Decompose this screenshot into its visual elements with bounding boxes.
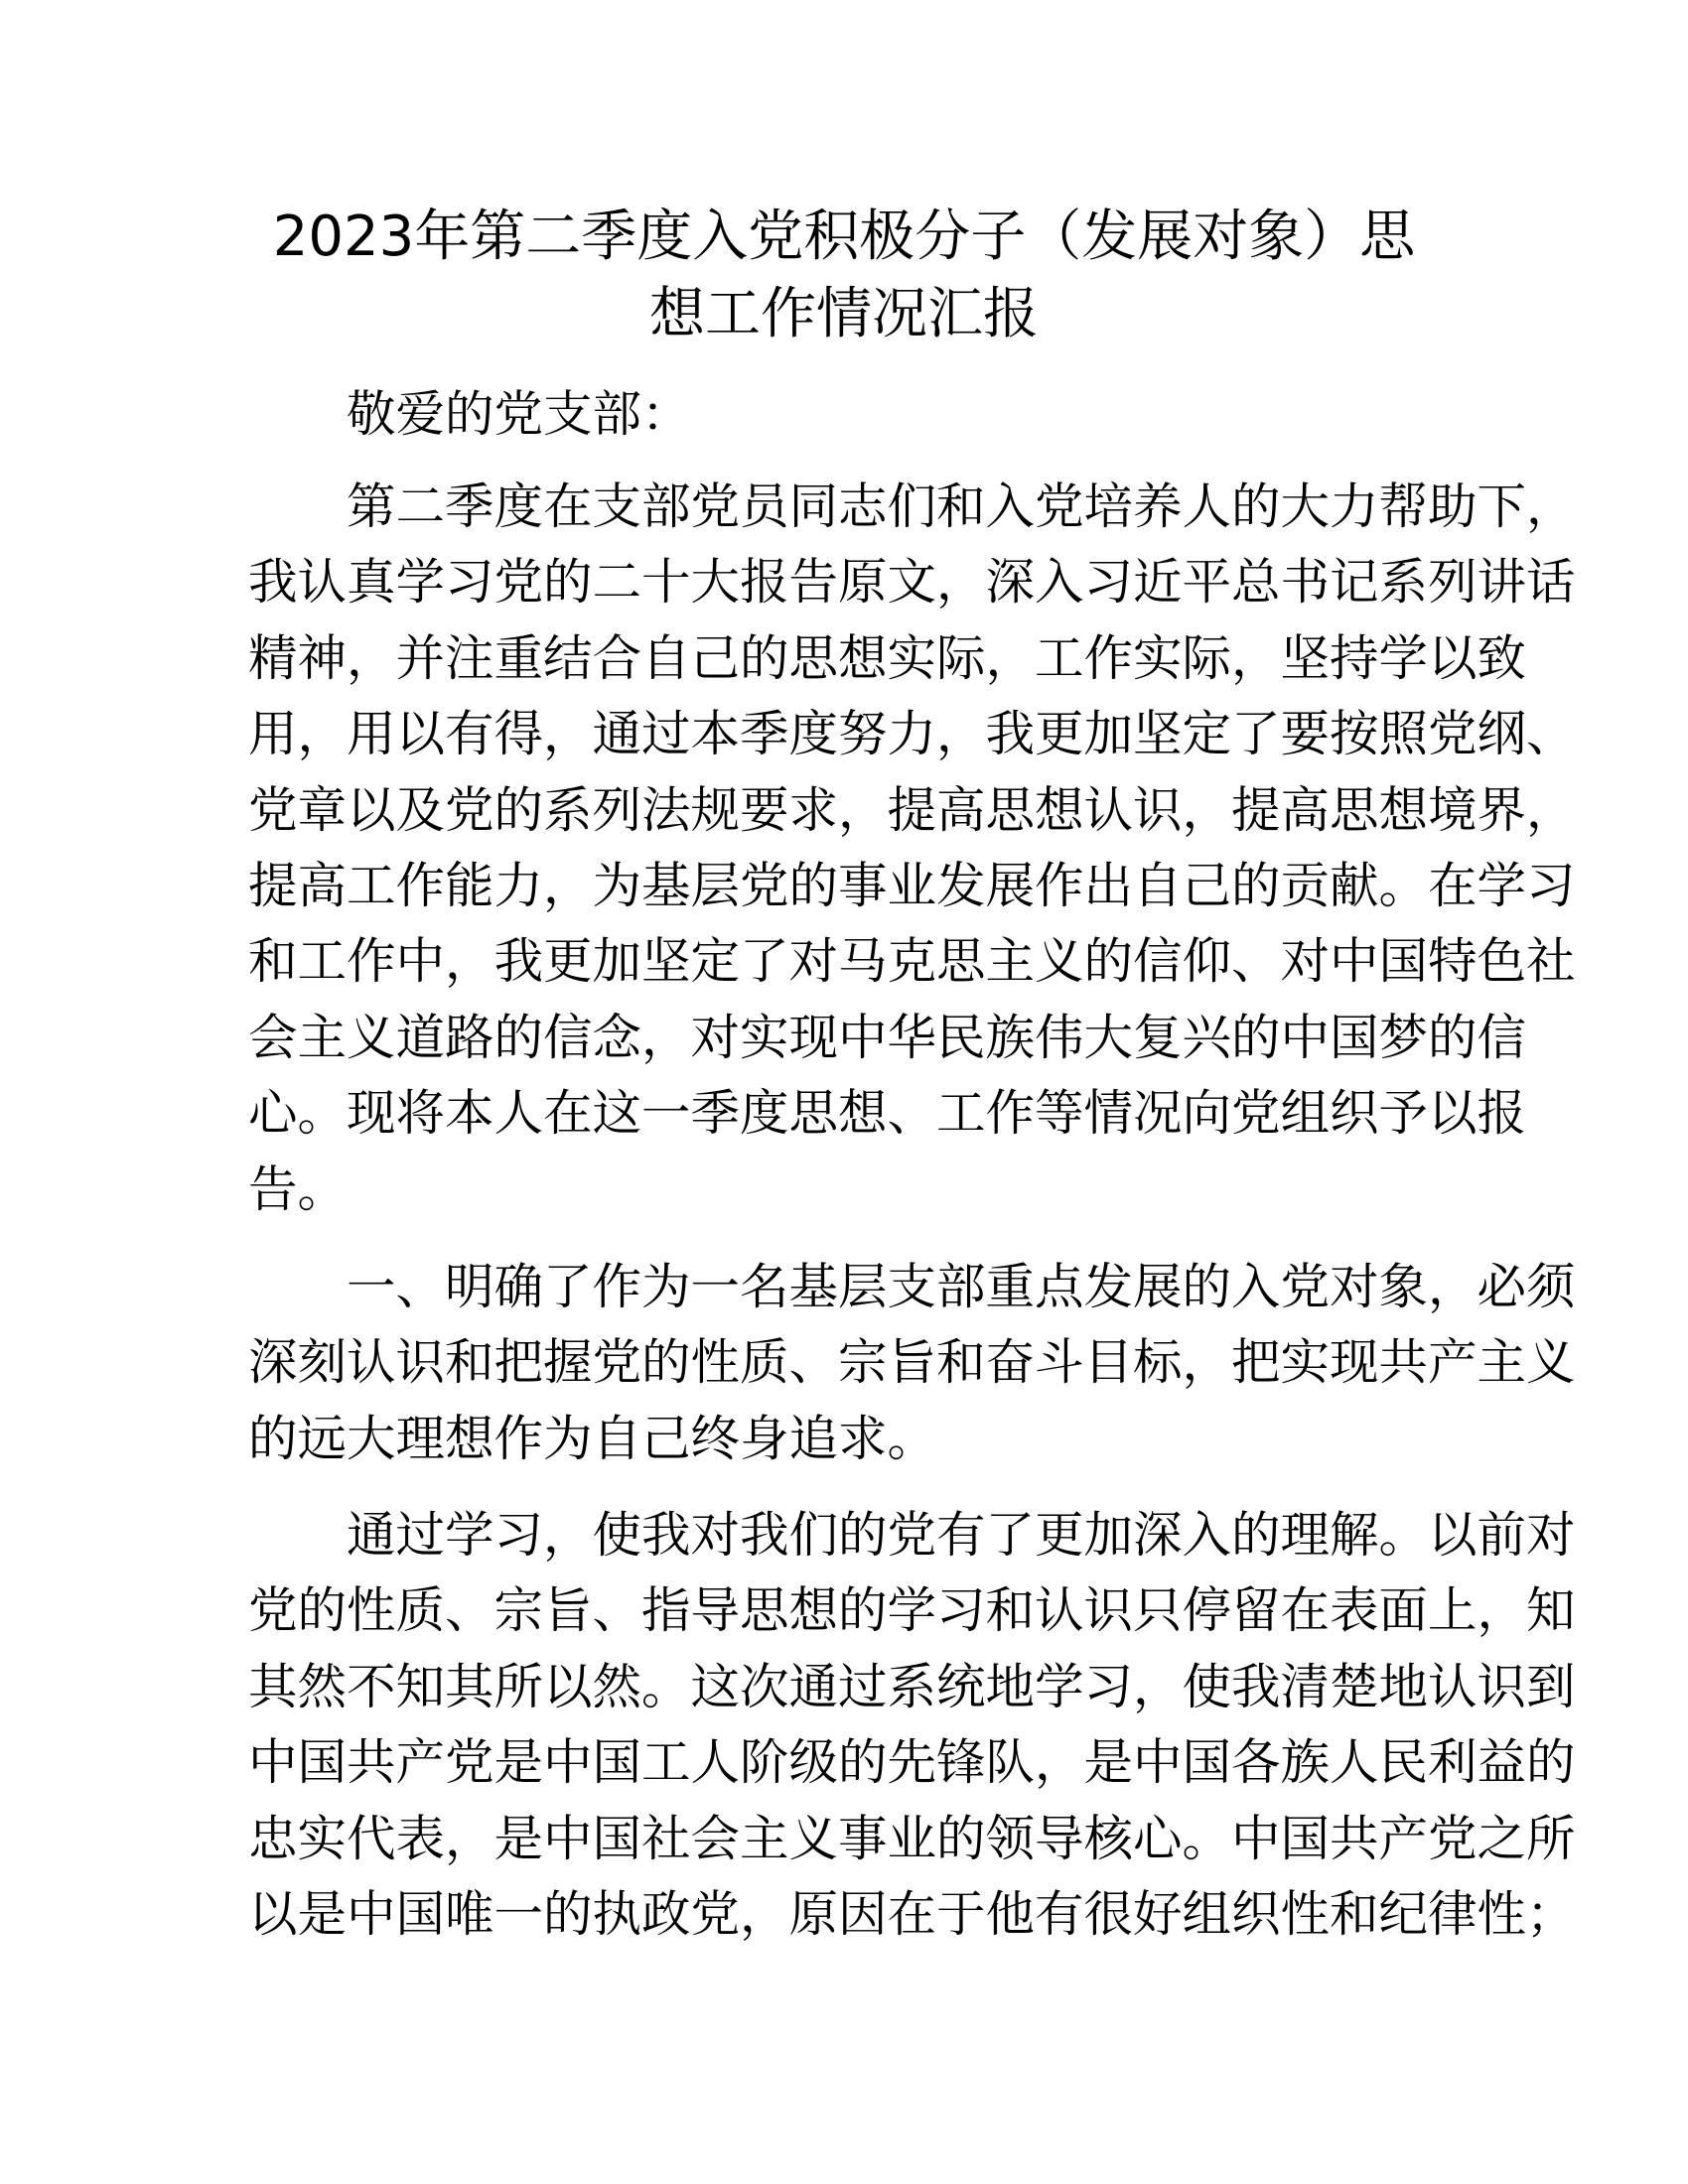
greeting: [248, 376, 1428, 452]
paragraph-line: 第二季度在支部党员同志们和入党培养人的大力帮助下，: [347, 478, 1576, 535]
paragraph-line: 一、明确了作为一名基层支部重点发展的入党对象，必须: [347, 1258, 1576, 1315]
paragraph-line: 的远大理想作为自己终身追求。: [248, 1409, 936, 1467]
paragraph-line: 会主义道路的信念，对实现中华民族伟大复兴的中国梦的信: [248, 1008, 1526, 1066]
paragraph-line: 深刻认识和把握党的性质、宗旨和奋斗目标，把实现共产主义: [248, 1333, 1576, 1392]
paragraph-1: [248, 469, 1576, 1227]
paragraph-line: 用，用以有得，通过本季度努力，我更加坚定了要按照党纲、: [248, 705, 1576, 763]
paragraph-line: 告。: [248, 1160, 347, 1218]
paragraph-3: [248, 1497, 1576, 1952]
paragraph-line: 中国共产党是中国工人阶级的先锋队，是中国各族人民利益的: [248, 1733, 1576, 1792]
document-title: [228, 199, 1460, 353]
paragraph-line: 忠实代表，是中国社会主义事业的领导核心。中国共产党之所: [248, 1809, 1576, 1867]
title-line-2: 想工作情况汇报: [649, 282, 1039, 346]
paragraph-line: 通过学习，使我对我们的党有了更加深入的理解。以前对: [347, 1506, 1576, 1564]
paragraph-line: 以是中国唯一的执政党，原因在于他有很好组织性和纪律性；: [248, 1884, 1576, 1943]
greeting-text: 敬爱的党支部：: [347, 385, 691, 443]
paragraph-2: [248, 1249, 1576, 1476]
paragraph-line: 其然不知其所以然。这次通过系统地学习，使我清楚地认识到: [248, 1657, 1576, 1715]
paragraph-line: 党章以及党的系列法规要求，提高思想认识，提高思想境界，: [248, 780, 1576, 839]
paragraph-line: 党的性质、宗旨、指导思想的学习和认识只停留在表面上，知: [248, 1581, 1576, 1640]
paragraph-line: 精神，并注重结合自己的思想实际，工作实际，坚持学以致: [248, 628, 1526, 687]
paragraph-line: 心。现将本人在这一季度思想、工作等情况向党组织予以报: [248, 1084, 1526, 1143]
paragraph-line: 我认真学习党的二十大报告原文，深入习近平总书记系列讲话: [248, 553, 1576, 612]
paragraph-line: 和工作中，我更加坚定了对马克思主义的信仰、对中国特色社: [248, 932, 1576, 991]
title-line-1: 2023年第二季度入党积极分子（发展对象）思: [272, 205, 1416, 269]
paragraph-line: 提高工作能力，为基层党的事业发展作出自己的贡献。在学习: [248, 856, 1576, 914]
